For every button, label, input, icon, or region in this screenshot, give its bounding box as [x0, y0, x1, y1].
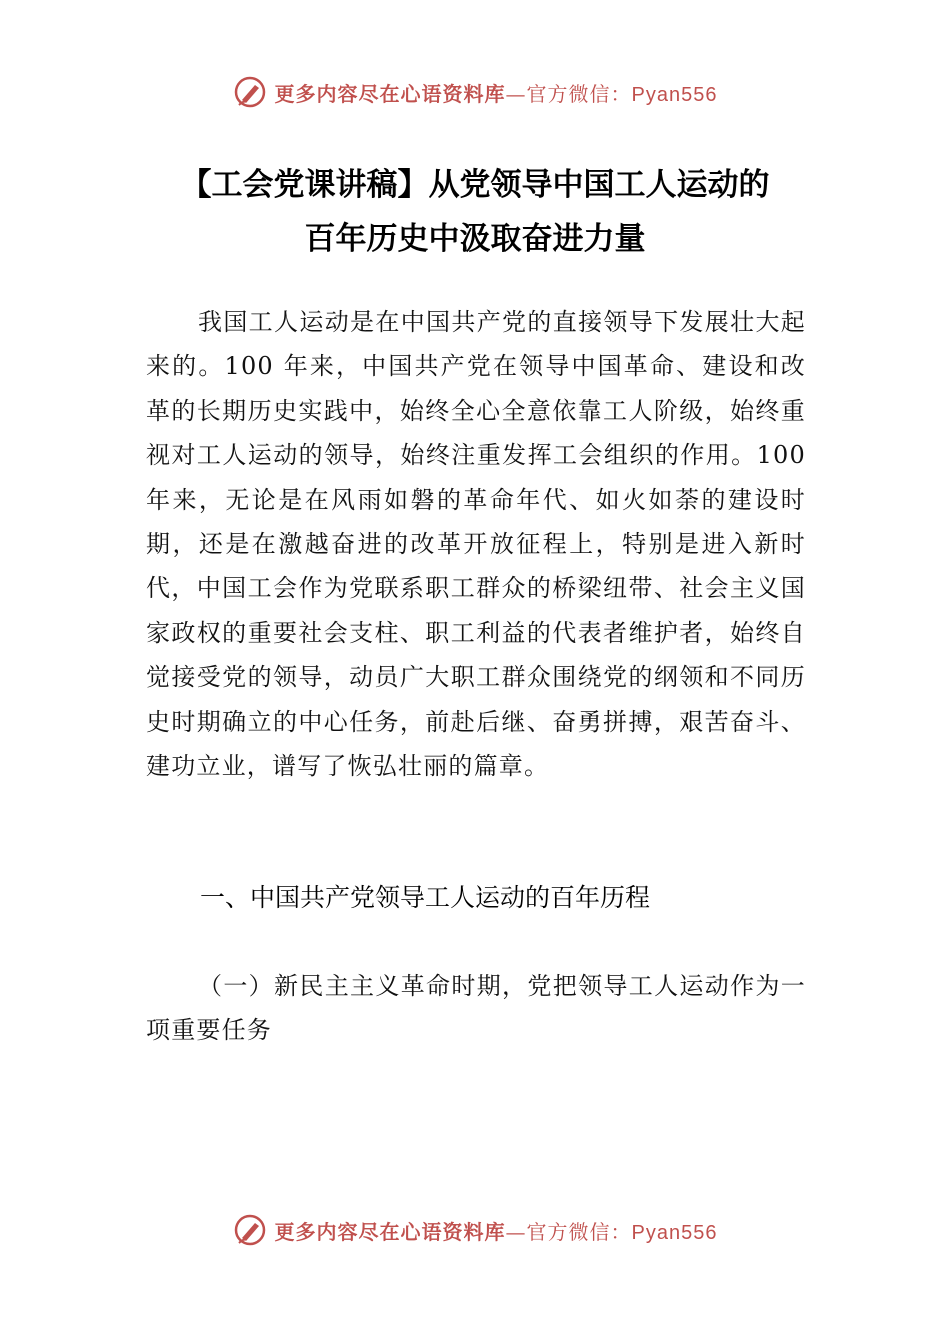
- banner-lead: 更多内容尽在心语资料库: [274, 81, 506, 106]
- banner-dash: —: [505, 81, 527, 106]
- body-paragraph-2: （一）新民主主义革命时期，党把领导工人运动作为一项重要任务: [146, 972, 806, 1045]
- header-banner: [0, 72, 950, 112]
- banner-wechat-label: 官方微信：: [526, 1219, 632, 1244]
- pen-logo-icon: [233, 75, 267, 109]
- banner-wechat-id: Pyan556: [631, 1221, 718, 1244]
- banner-lead: 更多内容尽在心语资料库: [274, 1219, 506, 1244]
- banner-text: [275, 1216, 718, 1245]
- banner-dash: —: [505, 1219, 527, 1244]
- banner-wechat-label: 官方微信：: [526, 81, 632, 106]
- banner-text: [275, 78, 718, 107]
- title-line-2: 百年历史中汲取奋进力量: [304, 221, 646, 257]
- pen-logo-icon: [233, 1213, 267, 1247]
- title-line-1: 【工会党课讲稿】从党领导中国工人运动的: [180, 167, 770, 203]
- banner-wechat-id: Pyan556: [631, 83, 718, 106]
- page-title: [60, 158, 890, 266]
- body-paragraph-1: 我国工人运动是在中国共产党的直接领导下发展壮大起来的。100 年来，中国共产党在领导中国革命、建设和改革的长期历史实践中，始终全心全意依靠工人阶级，始终重视对工人运动的领导，始终注重发挥工会组织的作用。100 年来，无论是在风雨如磐的革命年代、如火如荼的建设时期，还是在激越奋进的改革开放征程上，特别是进入新时代，中国工会作为党联系职工群众的桥梁纽带、社会主义国家政权的重要社会支柱、职工利益的代表者维护者，始终自觉接受党的领导，动员广大职工群众围绕党的纲领和不同历史时期确立的中心任务，前赴后继、奋勇拼搏，艰苦奋斗、建功立业，谱写了恢弘壮丽的篇章。: [146, 308, 806, 781]
- footer-banner: [0, 1210, 950, 1250]
- section-heading: 一、中国共产党领导工人运动的百年历程: [200, 883, 651, 912]
